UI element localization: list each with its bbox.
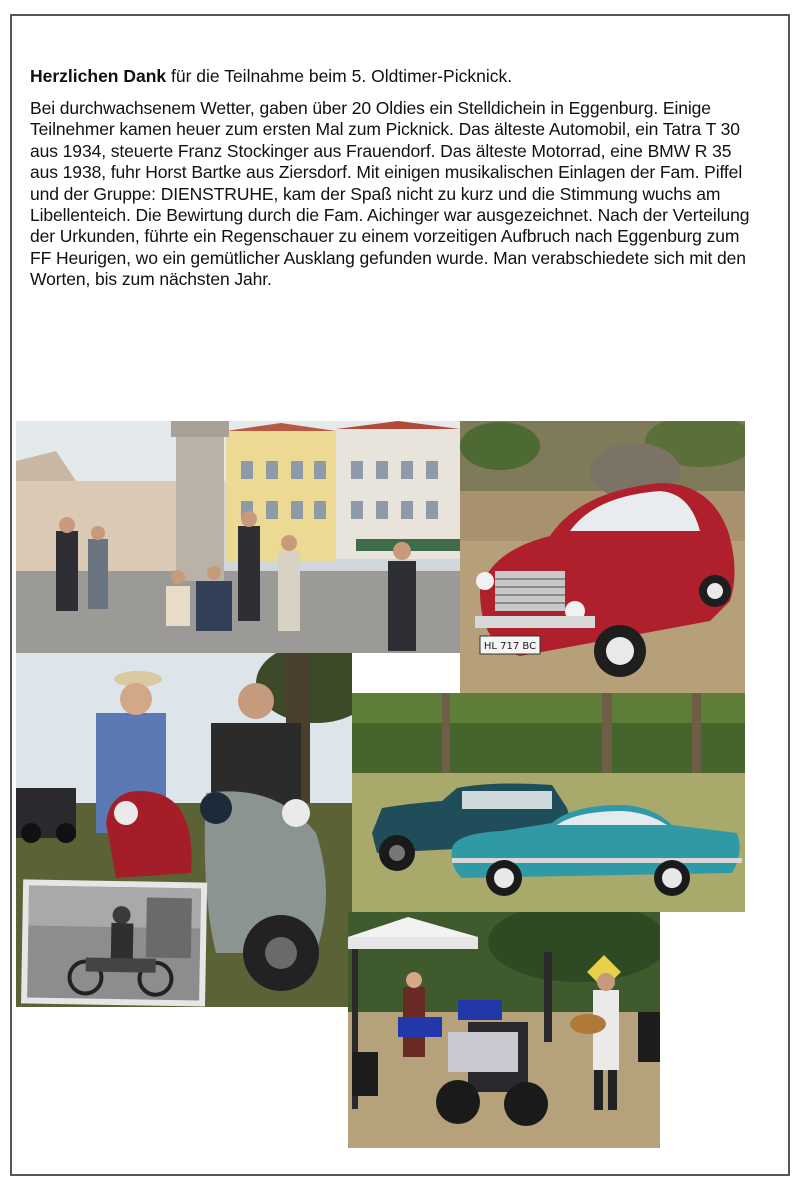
photo-red-car — [460, 421, 745, 693]
photo-band — [348, 912, 660, 1148]
headline-rest: für die Teilnahme beim 5. Oldtimer-Picknick. — [166, 66, 513, 86]
article-headline — [30, 64, 750, 88]
photo-scooters — [16, 653, 352, 1007]
license-plate: HL 717 BC — [483, 641, 537, 652]
photo-town-square — [16, 421, 460, 653]
article-body: Bei durchwachsenem Wetter, gaben über 20 Oldies ein Stelldichein in Eggenburg. Einige Teilnehmer kamen heuer zum ersten Mal zum Picknick. Das älteste Automobil, ein Tatra T 30 aus 1934, steuerte Franz Stockinger aus Frauendorf. Das älteste Motorrad, eine BMW R 35 aus 1938, fuhr Horst Bartke aus Ziersdorf. Mit einigen musikalischen Einlagen der Fam. Piffel und der Gruppe: DIENSTRUHE, kam der Spaß nicht zu kurz und die Stimmung wuchs am Libellenteich. Die Bewirtung durch die Fam. Aichinger war ausgezeichnet. Nach der Verteilung der Urkunden, führte ein Regenschauer zu einem vorzeitigen Aufbruch nach Eggenburg zum FF Heurigen, wo ein gemütlicher Ausklang gefunden wurde. Man verabschiedete sich mit den Worten, bis zum nächsten Jahr. — [30, 98, 750, 290]
article-text — [30, 64, 750, 291]
headline-bold: Herzlichen Dank — [30, 66, 167, 86]
photo-teal-cars — [352, 693, 745, 912]
